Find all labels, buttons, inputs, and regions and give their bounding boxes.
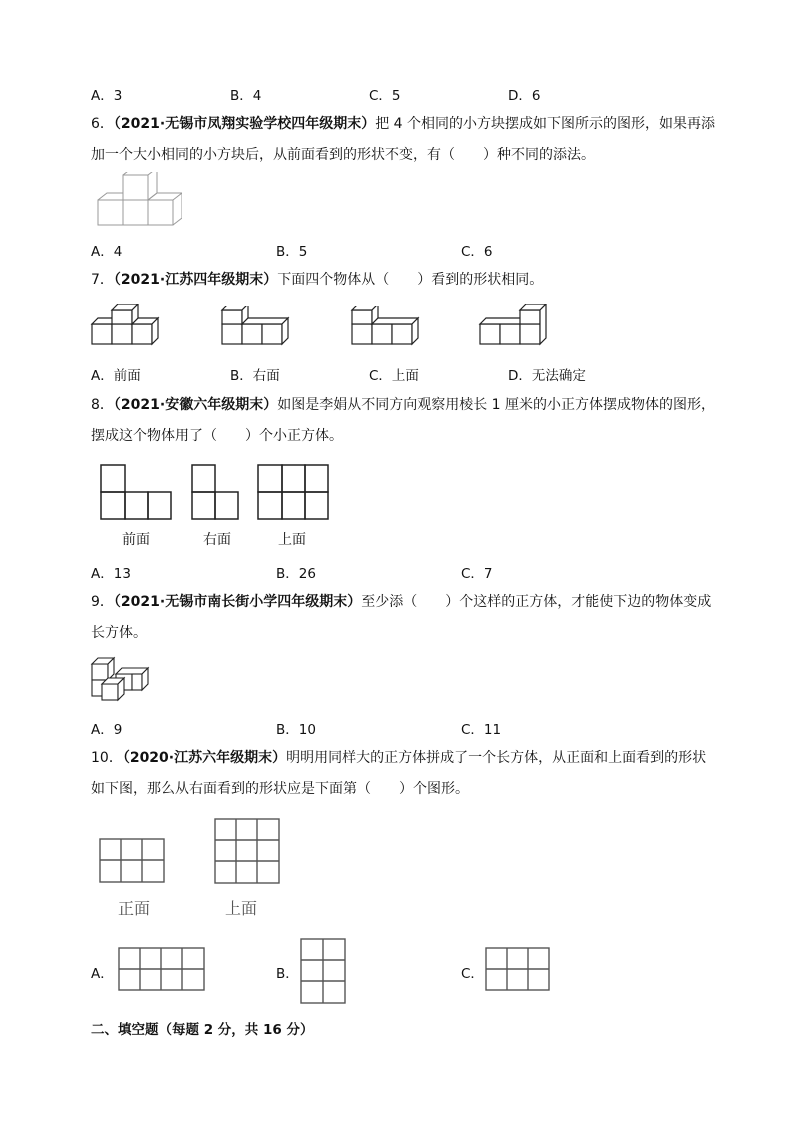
q9-cube-figure [88, 656, 152, 702]
q7-object-d [478, 304, 553, 346]
q5-option-b: B．4 [230, 88, 262, 104]
q10-front-view [99, 838, 165, 884]
q10-caption-front: 正面 [118, 899, 151, 918]
q8-source: （2021·安徽六年级期末） [113, 397, 278, 413]
q9-number: 9． [91, 594, 114, 610]
q6-number: 6． [91, 116, 114, 132]
q9-text-1: 至少添（ ）个这样的正方体，才能使下边的物体变成 [361, 594, 712, 610]
q9-text-2: 长方体。 [91, 625, 147, 641]
q10-text-1: 明明用同样大的正方体拼成了一个长方体，从正面和上面看到的形状 [286, 750, 707, 766]
q6-option-c: C．6 [461, 244, 493, 260]
q7-text-1: 下面四个物体从（ ）看到的形状相同。 [277, 272, 544, 288]
q8-option-b: B．26 [276, 566, 316, 582]
q7-option-d: D．无法确定 [508, 368, 586, 384]
q8-number: 8． [91, 397, 114, 413]
q8-line1 [91, 395, 715, 415]
q7-object-c [350, 306, 425, 346]
section-2-title: 二、填空题（每题 2 分，共 16 分） [91, 1022, 314, 1038]
q8-option-c: C．7 [461, 566, 493, 582]
q9-option-a: A．9 [91, 722, 123, 738]
q8-text-2: 摆成这个物体用了（ ）个小正方体。 [91, 428, 343, 444]
q8-caption-top: 上面 [278, 532, 306, 548]
q8-option-a: A．13 [91, 566, 131, 582]
q7-object-b [220, 306, 295, 346]
q6-text-2: 加一个大小相同的小方块后，从前面看到的形状不变，有（ ）种不同的添法。 [91, 147, 595, 163]
q8-top-view [257, 464, 330, 521]
q7-option-b: B．右面 [230, 368, 280, 384]
q6-option-b: B．5 [276, 244, 308, 260]
q6-cube-figure [96, 172, 182, 230]
q8-text-1: 如图是李娟从不同方向观察用棱长 1 厘米的小正方体摆成物体的图形， [277, 397, 716, 413]
q5-option-c: C．5 [369, 88, 401, 104]
q10-line1 [91, 748, 706, 768]
q10-option-a: A． [91, 966, 114, 982]
q10-option-c: C． [461, 966, 484, 982]
q5-option-d: D．6 [508, 88, 541, 104]
q10-number: 10． [91, 750, 123, 766]
q8-front-view [100, 464, 173, 521]
q6-option-a: A．4 [91, 244, 123, 260]
q10-option-b-figure [300, 938, 346, 1004]
q6-line1 [91, 114, 715, 134]
q10-source: （2020·江苏六年级期末） [122, 750, 287, 766]
q10-option-a-figure [118, 947, 205, 991]
q7-line1 [91, 270, 543, 290]
q7-number: 7． [91, 272, 114, 288]
q7-option-c: C．上面 [369, 368, 419, 384]
q8-right-view [191, 464, 241, 521]
q8-caption-front: 前面 [122, 532, 150, 548]
q10-option-b: B． [276, 966, 299, 982]
q9-option-b: B．10 [276, 722, 316, 738]
q7-object-a [90, 304, 165, 346]
q9-option-c: C．11 [461, 722, 502, 738]
q7-source: （2021·江苏四年级期末） [113, 272, 278, 288]
q10-text-2: 如下图，那么从右面看到的形状应是下面第（ ）个图形。 [91, 781, 469, 797]
q8-caption-right: 右面 [203, 532, 231, 548]
q10-top-view [214, 818, 280, 884]
q5-option-a: A．3 [91, 88, 123, 104]
q7-option-a: A．前面 [91, 368, 141, 384]
q10-caption-top: 上面 [225, 899, 258, 918]
q9-source: （2021·无锡市南长街小学四年级期末） [113, 594, 362, 610]
q6-source: （2021·无锡市凤翔实验学校四年级期末） [113, 116, 376, 132]
q6-text-1: 把 4 个相同的小方块摆成如下图所示的图形，如果再添 [375, 116, 716, 132]
q10-option-c-figure [485, 947, 550, 991]
q9-line1 [91, 592, 711, 612]
